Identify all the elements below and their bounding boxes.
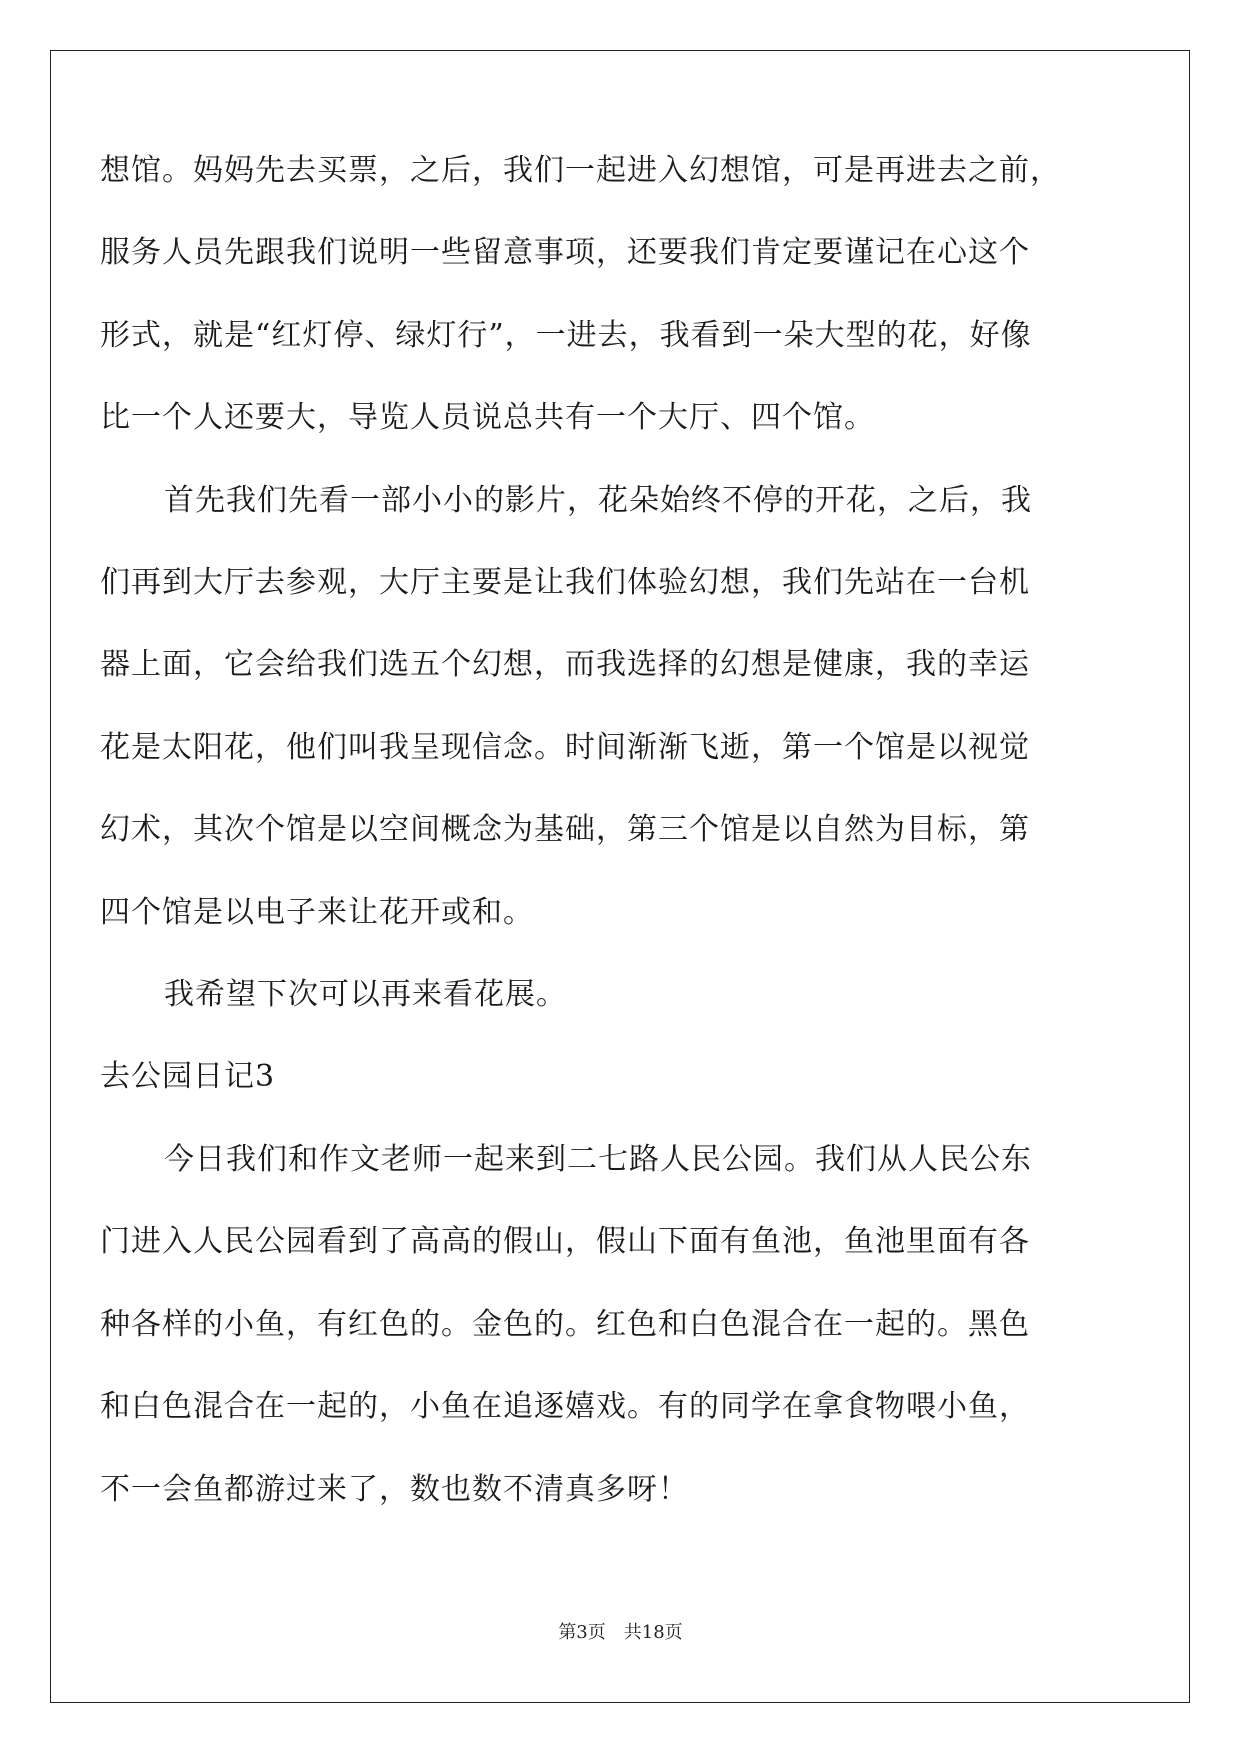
text-line: 今日我们和作文老师一起来到二七路人民公园。我们从人民公东 (164, 1141, 1032, 1177)
text-line: 我希望下次可以再来看花展。 (164, 977, 567, 1013)
text-line: 门进入人民公园看到了高高的假山，假山下面有鱼池，鱼池里面有各 (100, 1224, 1030, 1260)
text-line: 们再到大厅去参观，大厅主要是让我们体验幻想，我们先站在一台机 (100, 565, 1030, 601)
text-line: 想馆。妈妈先去买票，之后，我们一起进入幻想馆，可是再进去之前， (100, 153, 1061, 188)
text-line: 花是太阳花，他们叫我呈现信念。时间渐渐飞逝，第一个馆是以视觉 (100, 729, 1030, 765)
text-line: 四个馆是以电子来让花开或和。 (100, 894, 534, 930)
section-heading: 去公园日记3 (100, 1059, 276, 1095)
text-line: 和白色混合在一起的，小鱼在追逐嬉戏。有的同学在拿食物喂小鱼， (100, 1389, 1030, 1425)
text-line: 种各样的小鱼，有红色的。金色的。红色和白色混合在一起的。黑色 (100, 1306, 1030, 1342)
text-line: 器上面，它会给我们选五个幻想，而我选择的幻想是健康，我的幸运 (100, 647, 1030, 683)
page-number: 第3页 共18页 (558, 1622, 683, 1643)
text-line: 不一会鱼都游过来了，数也数不清真多呀！ (100, 1471, 689, 1507)
text-line: 首先我们先看一部小小的影片，花朵始终不停的开花，之后，我 (164, 482, 1032, 518)
text-line: 服务人员先跟我们说明一些留意事项，还要我们肯定要谨记在心这个 (100, 235, 1030, 271)
document-body (100, 130, 1100, 1531)
text-line: 比一个人还要大，导览人员说总共有一个大厅、四个馆。 (100, 400, 875, 436)
text-line: 形式，就是“红灯停、绿灯行”，一进去，我看到一朵大型的花，好像 (100, 317, 1032, 353)
text-line: 幻术，其次个馆是以空间概念为基础，第三个馆是以自然为目标，第 (100, 812, 1030, 848)
